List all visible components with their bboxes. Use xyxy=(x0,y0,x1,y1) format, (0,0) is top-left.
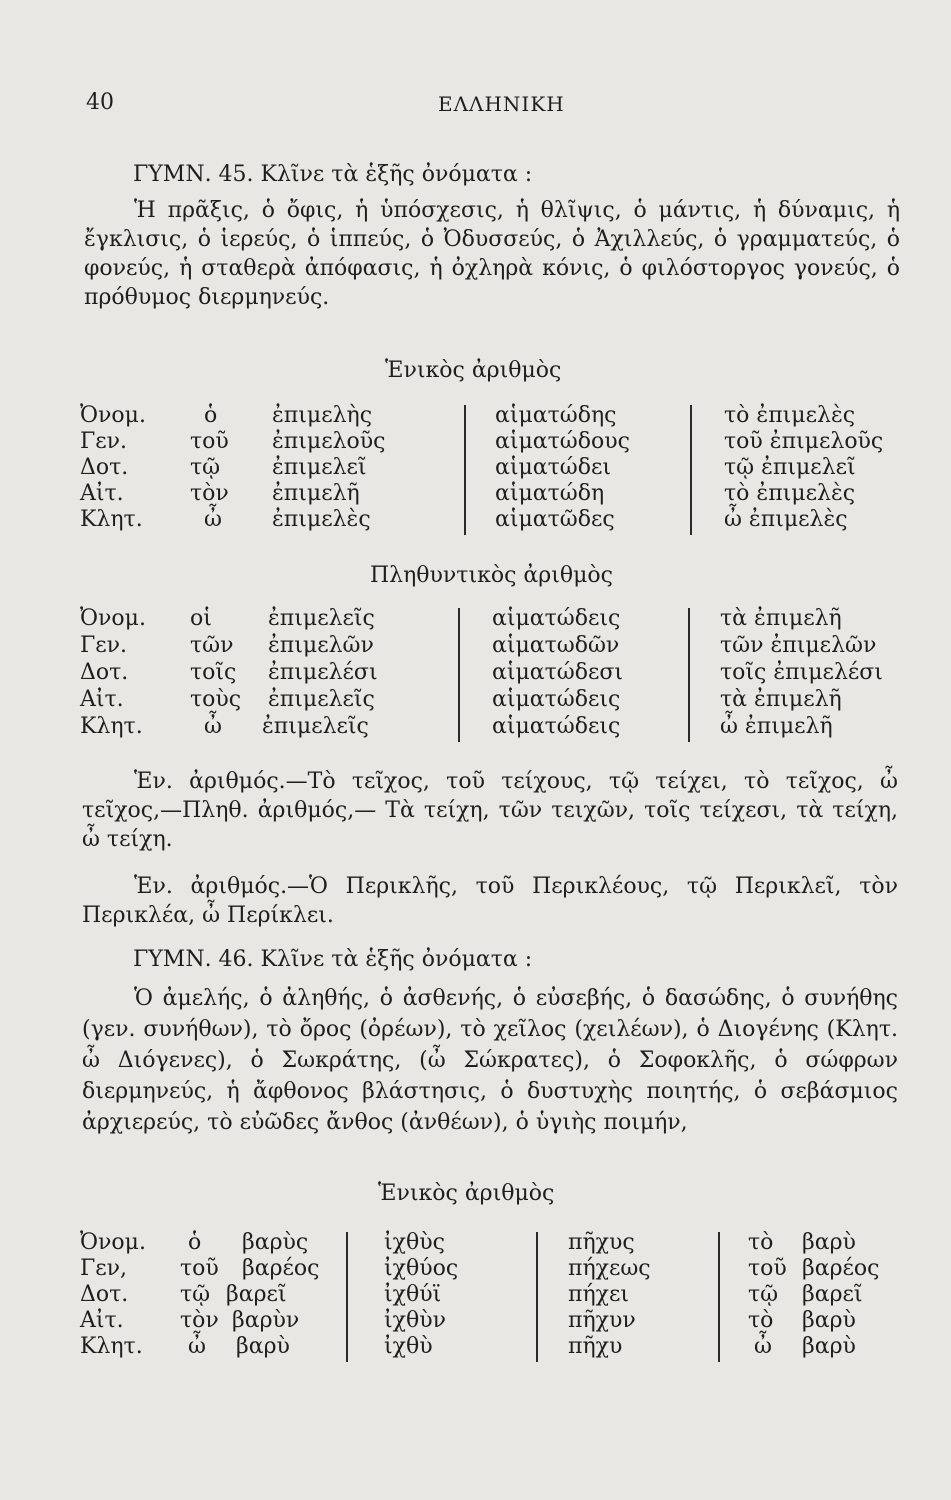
table-row xyxy=(80,633,900,659)
word-form: βαρὺ xyxy=(802,1308,856,1333)
word-form: τὸ ἐπιμελὲς xyxy=(724,403,856,428)
word-form: τὸ ἐπιμελὲς xyxy=(724,481,856,506)
article: τὸ xyxy=(748,1308,774,1333)
word-form: τὰ ἐπιμελῆ xyxy=(720,687,842,712)
table-row xyxy=(80,1308,900,1334)
word-form: αἱματώδεις xyxy=(492,606,621,631)
word-form: ὦ ἐπιμελὲς xyxy=(724,507,848,532)
word-form: ἰχθὺ xyxy=(384,1334,433,1359)
article: τοῦ xyxy=(190,429,229,454)
article: τῷ xyxy=(190,455,221,480)
word-form: πῆχυν xyxy=(568,1308,636,1333)
page-number: 40 xyxy=(86,90,114,115)
word-form: τοῦ ἐπιμελοῦς xyxy=(724,429,884,454)
article: τῷ xyxy=(180,1282,211,1307)
plural-title: Πληθυντικὸς ἀριθμὸς xyxy=(370,563,613,588)
word-form: πῆχυ xyxy=(568,1334,623,1359)
table-row xyxy=(80,687,900,713)
word-form: ἐπιμελεῖς xyxy=(268,687,375,712)
table-row xyxy=(80,1256,900,1282)
word-form: αἱματώδεις xyxy=(492,714,621,739)
word-form: τῷ ἐπιμελεῖ xyxy=(724,455,856,480)
case-label: Κλητ. xyxy=(80,714,143,739)
running-title: ΕΛΛΗΝΙΚΗ xyxy=(438,92,565,116)
table-row xyxy=(80,1334,900,1360)
word-form: ὦ ἐπιμελῆ xyxy=(720,714,833,739)
word-form: ἐπιμελεῖ xyxy=(272,455,367,480)
word-form: ἐπιμελῶν xyxy=(268,633,374,658)
table-row xyxy=(80,606,900,632)
word-form: βαρὺν xyxy=(232,1308,300,1333)
case-label: Γεν, xyxy=(80,1256,128,1281)
case-label: Δοτ. xyxy=(80,1282,129,1307)
case-label: Αἰτ. xyxy=(80,1308,124,1333)
exercise-46-text: Ὁ ἀμελής, ὁ ἀληθής, ὁ ἀσθενής, ὁ εὐσεβής, ὁ δασώδης, ὁ συνήθης (γεν. συνήθων), τὸ ὄρος (ὀρέων), τὸ χεῖλος (χειλέων), ὁ Διογένης (Κλητ. ὦ Διόγενες), ὁ Σωκράτης, (ὦ Σώκρατες), ὁ Σοφοκλῆς, ὁ σώφρων διερμηνεύς, ἡ ἄφθονος βλάστησις, ὁ δυστυχὴς ποιητής, ὁ σεβάσμιος ἀρχιερεύς, τὸ εὐῶδες ἄνθος (ἀνθέων), ὁ ὑγιὴς ποιμήν, xyxy=(82,986,898,1135)
singular-title: Ἑνικὸς ἀριθμὸς xyxy=(385,358,562,383)
case-label: Δοτ. xyxy=(80,660,129,685)
article: τῶν xyxy=(190,633,234,658)
word-form: αἱματωδῶν xyxy=(492,633,620,658)
table-row xyxy=(80,403,900,429)
table-row xyxy=(80,507,900,533)
article: τὸν xyxy=(180,1308,219,1333)
exercise-45-text: Ἡ πρᾶξις, ὁ ὄφις, ἡ ὑπόσχεσις, ἡ θλῖψις, ὁ μάντις, ἡ δύναμις, ἡ ἔγκλισις, ὁ ἱερεύς, ὁ ἱππεύς, ὁ Ὀδυσσεύς, ὁ Ἀχιλλεύς, ὁ γραμματεύς, ὁ φονεύς, ἡ σταθερὰ ἀπόφασις, ἡ ὀχληρὰ κόνις, ὁ φιλόστοργος γονεύς, ὁ πρόθυμος διερμηνεύς. xyxy=(84,198,900,310)
word-form: αἱματώδης xyxy=(495,403,617,428)
article: τοὺς xyxy=(190,687,242,712)
word-form: ἐπιμελέσι xyxy=(268,660,378,685)
word-form: τὰ ἐπιμελῆ xyxy=(720,606,842,631)
article: οἱ xyxy=(190,606,212,631)
word-form: ἰχθύος xyxy=(384,1256,459,1281)
word-form: βαρὺς xyxy=(242,1230,309,1255)
article: ὁ xyxy=(188,1230,202,1255)
word-form: βαρὺ xyxy=(802,1334,856,1359)
article: τοῦ xyxy=(748,1256,787,1281)
singular-title-2: Ἑνικὸς ἀριθμὸς xyxy=(378,1181,555,1206)
word-form: ἰχθὺν xyxy=(384,1308,446,1333)
case-label: Ὀνομ. xyxy=(80,606,146,631)
word-form: βαρέος xyxy=(802,1256,880,1281)
table-row xyxy=(80,1230,900,1256)
word-form: αἱματώδους xyxy=(495,429,630,454)
article: τὸν xyxy=(190,481,229,506)
article: ὦ xyxy=(754,1334,772,1359)
table-row xyxy=(80,660,900,686)
exercise-45-heading: ΓΥΜΝ. 45. Κλῖνε τὰ ἑξῆς ὀνόματα : xyxy=(133,162,533,187)
table-row xyxy=(80,1282,900,1308)
case-label: Αἰτ. xyxy=(80,481,124,506)
article: ὦ xyxy=(188,1334,206,1359)
word-form: βαρεῖ xyxy=(226,1282,287,1307)
case-label: Αἰτ. xyxy=(80,687,124,712)
word-form: ἐπιμελεῖς xyxy=(262,714,369,739)
table-row xyxy=(80,429,900,455)
exercise-46-heading: ΓΥΜΝ. 46. Κλῖνε τὰ ἑξῆς ὀνόματα : xyxy=(133,947,533,972)
word-form: πήχει xyxy=(568,1282,629,1307)
case-label: Ὀνομ. xyxy=(80,403,146,428)
article: ὦ xyxy=(204,714,222,739)
word-form: ἐπιμελοῦς xyxy=(272,429,386,454)
word-form: βαρεῖ xyxy=(802,1282,863,1307)
case-label: Κλητ. xyxy=(80,507,143,532)
word-form: ἐπιμελὲς xyxy=(272,507,371,532)
word-form: ἐπιμελὴς xyxy=(272,403,373,428)
case-label: Ὀνομ. xyxy=(80,1230,146,1255)
article: ὦ xyxy=(204,507,222,532)
article: τῷ xyxy=(748,1282,779,1307)
case-label: Γεν. xyxy=(80,633,128,658)
word-form: πῆχυς xyxy=(568,1230,635,1255)
word-form: βαρέος xyxy=(242,1256,320,1281)
article: τοῦ xyxy=(180,1256,219,1281)
word-form: ἰχθύϊ xyxy=(384,1282,442,1307)
table-row xyxy=(80,455,900,481)
word-form: τῶν ἐπιμελῶν xyxy=(720,633,877,658)
word-form: αἱματῶδες xyxy=(495,507,615,532)
article: τὸ xyxy=(748,1230,774,1255)
word-form: βαρὺ xyxy=(802,1230,856,1255)
case-label: Γεν. xyxy=(80,429,128,454)
word-form: ἰχθὺς xyxy=(384,1230,445,1255)
table-row xyxy=(80,481,900,507)
article: τοῖς xyxy=(190,660,237,685)
word-form: αἱματώδεσι xyxy=(492,660,624,685)
case-label: Δοτ. xyxy=(80,455,129,480)
word-form: αἱματώδει xyxy=(495,455,612,480)
word-form: βαρὺ xyxy=(236,1334,290,1359)
word-form: πήχεως xyxy=(568,1256,651,1281)
word-form: ἐπιμελεῖς xyxy=(268,606,375,631)
word-form: αἱματώδη xyxy=(495,481,605,506)
word-form: αἱματώδεις xyxy=(492,687,621,712)
case-label: Κλητ. xyxy=(80,1334,143,1359)
perikles-declension: Ἑν. ἀριθμός.—Ὁ Περικλῆς, τοῦ Περικλέους, τῷ Περικλεῖ, τὸν Περικλέα, ὦ Περίκλει. xyxy=(82,874,898,928)
word-form: τοῖς ἐπιμελέσι xyxy=(720,660,883,685)
article: ὁ xyxy=(204,403,218,428)
word-form: ἐπιμελῆ xyxy=(272,481,360,506)
teichos-declension: Ἑν. ἀριθμός.—Τὸ τεῖχος, τοῦ τείχους, τῷ τείχει, τὸ τεῖχος, ὦ τεῖχος,—Πληθ. ἀριθμός,— Τὰ τείχη, τῶν τειχῶν, τοῖς τείχεσι, τὰ τείχη, ὦ τείχη. xyxy=(82,769,898,852)
table-row xyxy=(80,714,900,740)
